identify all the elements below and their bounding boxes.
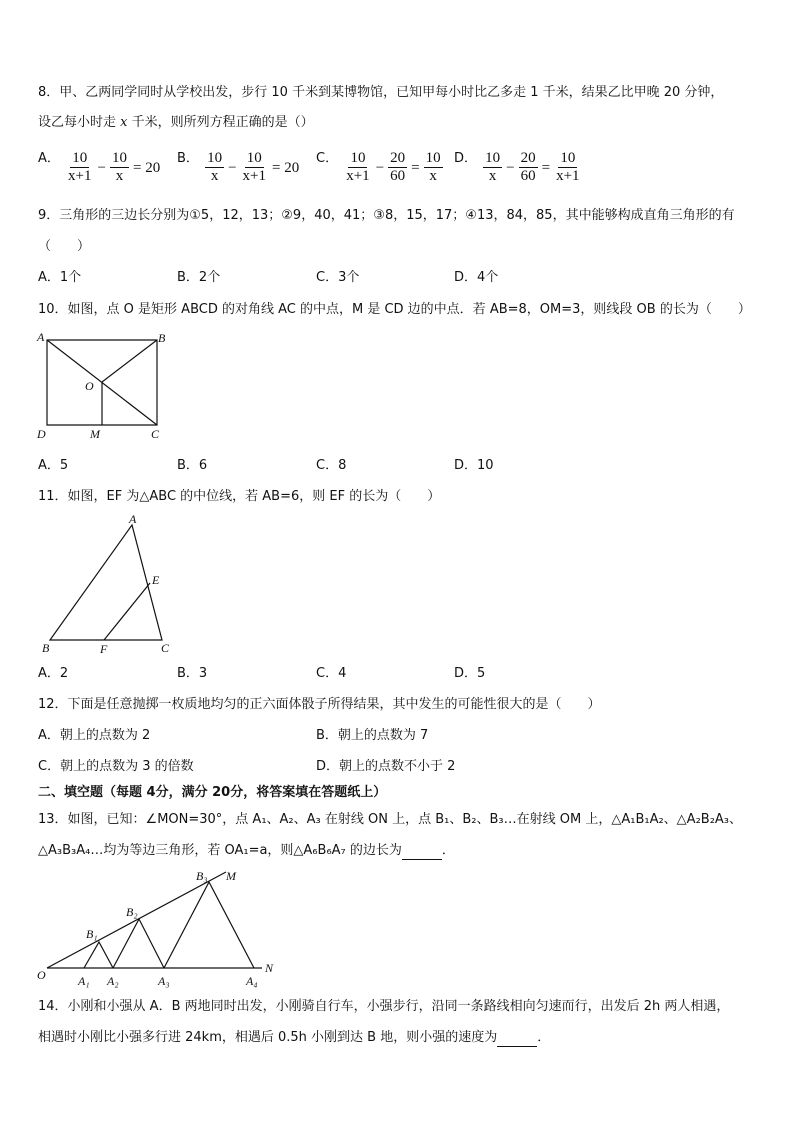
fraction: $\frac{10}{x}$ [485,150,501,184]
label-d: D [37,427,46,441]
fraction: $\frac{10}{x}$ [425,150,441,184]
label-m: M [226,869,236,883]
label-a1: A₁ [78,974,90,988]
triangle-abc [50,525,162,640]
q11-option-d[interactable]: D．5 [454,666,486,681]
label-b1: B₁ [86,927,98,941]
label-a: A [37,330,45,344]
q9-option-c[interactable]: C．3个 [316,270,360,285]
q13-triangles-figure [30,862,290,990]
triangle-a2b2a3 [113,919,164,968]
label-a: A [129,512,137,526]
fraction: $\frac{10}{x+1}$ [556,150,580,184]
q12-option-a[interactable]: A．朝上的点数为 2 [38,728,151,743]
fraction: $\frac{10}{x}$ [111,150,127,184]
triangle-a3b3a4 [164,882,254,968]
fraction: $\frac{10}{x}$ [207,150,223,184]
q12-option-c[interactable]: C．朝上的点数为 3 的倍数 [38,759,194,774]
q12-stem: 12．下面是任意抛掷一枚质地均匀的正六面体骰子所得结果，其中发生的可能性很大的是（ ） [38,697,601,712]
q12-option-d[interactable]: D．朝上的点数不小于 2 [316,759,456,774]
label-e: E [152,573,160,587]
q9-option-a[interactable]: A．1个 [38,270,82,285]
var-x: x [120,115,128,130]
q9-option-b[interactable]: B．2个 [177,270,221,285]
label-o: O [37,968,46,982]
q8-option-d[interactable]: D． $\frac{10}{x}$ − $\frac{20}{60}$ = $\frac{10}{x+1}$ [454,150,580,184]
label-f: F [100,642,108,656]
q12-option-b[interactable]: B．朝上的点数为 7 [316,728,429,743]
label-b: B [42,641,50,655]
label-m: M [90,427,100,441]
q11-option-b[interactable]: B．3 [177,666,208,681]
q9-stem-line1: 9．三角形的三边长分别为①5，12，13；②9，40，41；③8，15，17；④13，84，85，其中能够构成直角三角形的有 [38,208,735,223]
fraction: $\frac{10}{x+1}$ [68,150,92,184]
q11-option-c[interactable]: C．4 [316,666,347,681]
q9-stem-line2: （ ） [38,239,91,254]
fraction: $\frac{20}{60}$ [390,150,406,184]
label-c: C [151,427,160,441]
section-title-fill-in: 二、填空题（每题 4分，满分 20分，将答案填在答题纸上） [38,785,387,800]
label-b2: B₂ [126,905,138,919]
q10-option-c[interactable]: C．8 [316,458,347,473]
q14-stem-line1: 14．小刚和小强从 A．B 两地同时出发，小刚骑自行车，小强步行，沿同一条路线相向匀速而行，出发后 2h 两人相遇， [38,999,730,1014]
q9-option-d[interactable]: D．4个 [454,270,499,285]
fraction: $\frac{20}{60}$ [520,150,536,184]
label-b3: B₃ [196,869,208,883]
label-b: B [158,331,166,345]
q10-rectangle-figure [30,328,180,446]
midline-ef [104,583,150,640]
fraction: $\frac{10}{x+1}$ [242,150,266,184]
label-a2: A₂ [107,974,119,988]
label-n: N [265,961,274,975]
q13-stem-line1: 13．如图，已知：∠MON=30°，点 A₁、A₂、A₃ 在射线 ON 上，点 B₁、B₂、B₃…在射线 OM 上，△A₁B₁A₂、△A₂B₂A₃、 [38,812,743,827]
label-a3: A₃ [158,974,170,988]
q8-option-b[interactable]: B． $\frac{10}{x}$ − $\frac{10}{x+1}$ = 20 [177,150,300,184]
fraction: $\frac{10}{x+1}$ [346,150,370,184]
q8-stem-line2: 设乙每小时走 x 千米，则所列方程正确的是（） [38,115,314,130]
q13-stem-line2: △A₃B₃A₄…均为等边三角形，若 OA₁=a，则△A₆B₆A₇ 的边长为 ． [38,843,455,858]
q11-triangle-figure [36,510,186,658]
label-a4: A₄ [246,974,258,988]
q8-option-a[interactable]: A． $\frac{10}{x+1}$ − $\frac{10}{x}$ = 20 [38,150,161,184]
q8-option-c[interactable]: C． $\frac{10}{x+1}$ − $\frac{20}{60}$ = $\frac{10}{x}$ [316,150,441,184]
answer-blank[interactable] [402,845,442,860]
q11-option-a[interactable]: A．2 [38,666,69,681]
q11-stem: 11．如图，EF 为△ABC 的中位线，若 AB=6，则 EF 的长为（ ） [38,489,441,504]
label-o: O [85,379,94,393]
q10-option-d[interactable]: D．10 [454,458,494,473]
q10-option-a[interactable]: A．5 [38,458,69,473]
q8-stem-line1: 8．甲、乙两同学同时从学校出发，步行 10 千米到某博物馆，已知甲每小时比乙多走 1 千米，结果乙比甲晚 20 分钟， [38,85,724,100]
ray-om [47,872,226,968]
segment-ob [102,340,157,382]
q10-stem: 10．如图，点 O 是矩形 ABCD 的对角线 AC 的中点，M 是 CD 边的中点．若 AB=8，OM=3，则线段 OB 的长为（ ） [38,302,751,317]
q10-option-b[interactable]: B．6 [177,458,208,473]
label-c: C [161,641,170,655]
answer-blank[interactable] [497,1032,537,1047]
q14-stem-line2: 相遇时小刚比小强多行进 24km，相遇后 0.5h 小刚到达 B 地，则小强的速度为 ． [38,1030,551,1045]
